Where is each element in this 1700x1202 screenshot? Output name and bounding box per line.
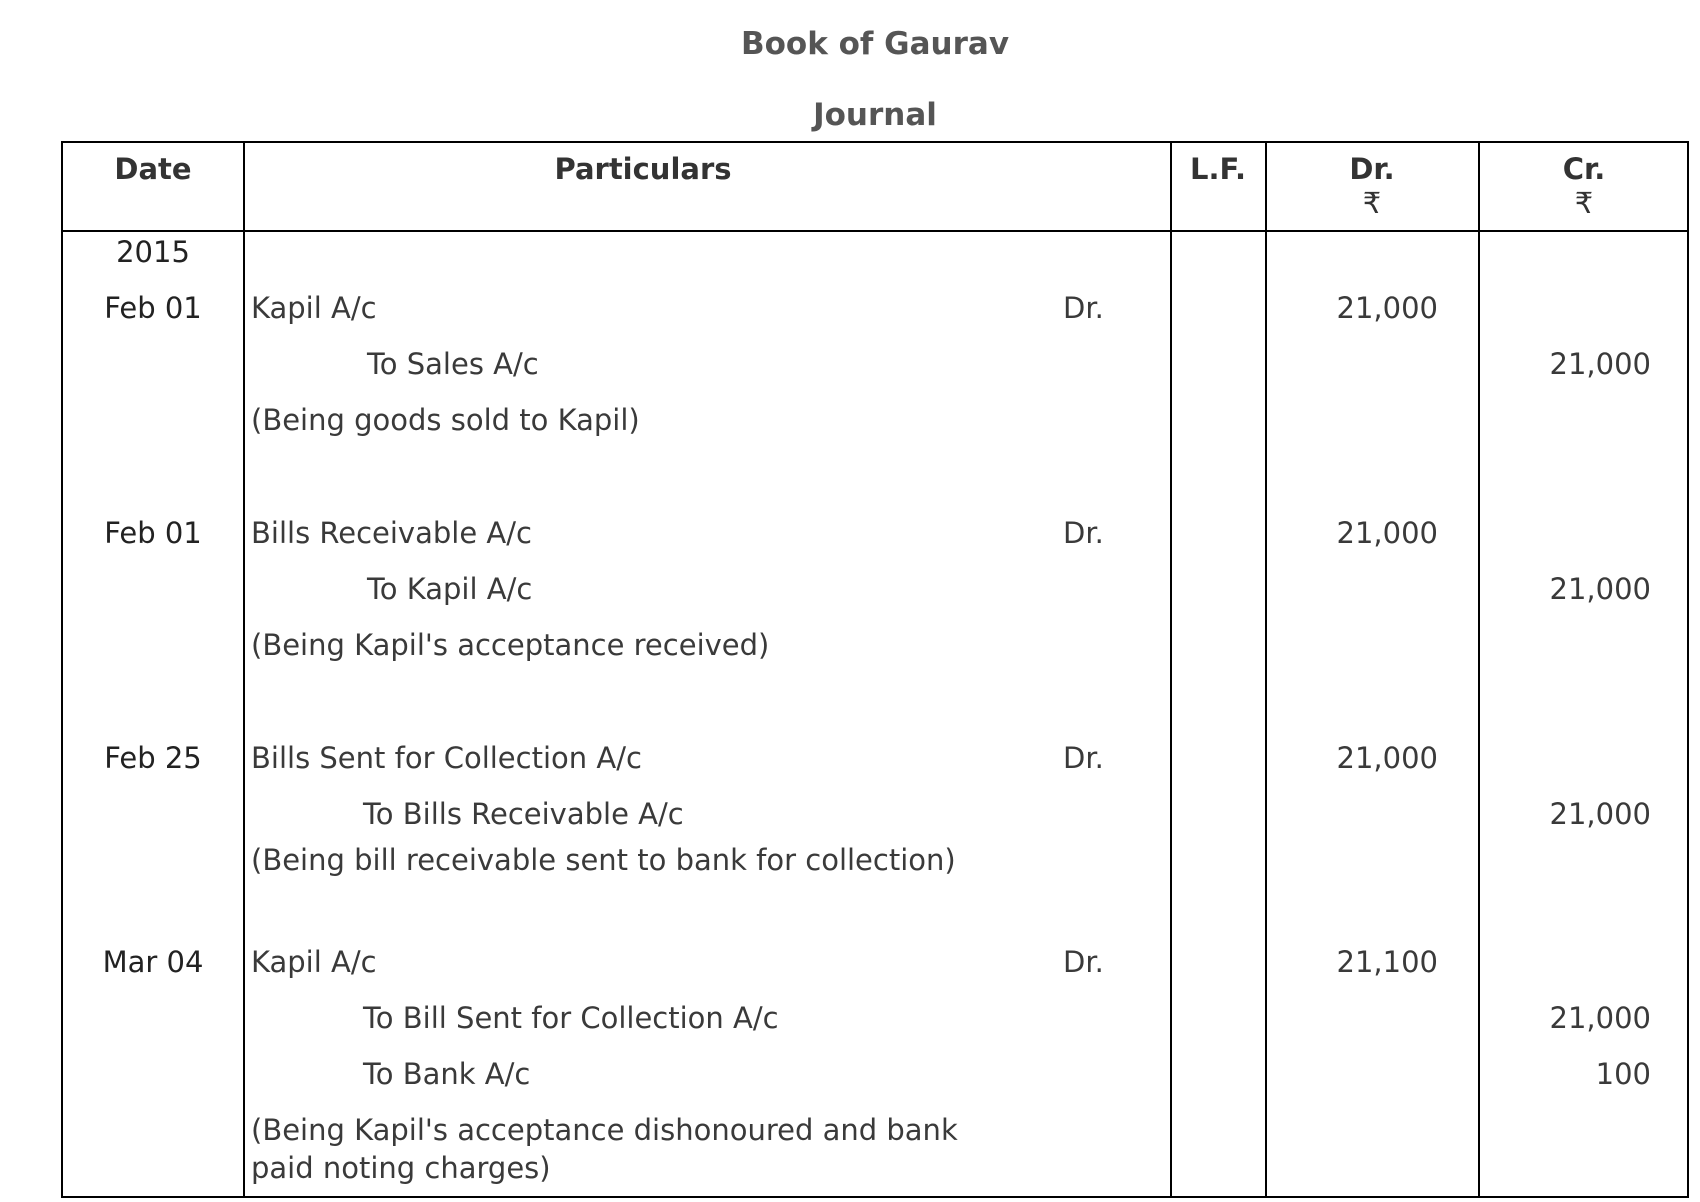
narration: (Being Kapil's acceptance received) <box>251 628 770 662</box>
credit-amount: 21,000 <box>1549 347 1651 381</box>
dr-marker: Dr. <box>1063 945 1104 979</box>
debit-account: Bills Receivable A/c <box>251 516 532 550</box>
entry-date: Feb 25 <box>104 741 202 775</box>
dr-marker: Dr. <box>1063 516 1104 550</box>
debit-amount: 21,000 <box>1336 291 1438 325</box>
rupee-symbol: ₹ <box>1362 186 1382 220</box>
narration: (Being Kapil's acceptance dishonoured and bank paid noting charges) <box>251 1113 958 1185</box>
book-title: Book of Gaurav <box>740 26 1010 62</box>
header-cr <box>1479 152 1689 220</box>
header-cr-label: Cr. <box>1562 152 1606 186</box>
col-divider <box>1478 143 1480 1196</box>
credit-amount: 21,000 <box>1549 797 1651 831</box>
col-divider <box>1170 143 1172 1196</box>
credit-amount: 100 <box>1595 1057 1651 1091</box>
debit-account: Bills Sent for Collection A/c <box>251 741 642 775</box>
rupee-symbol: ₹ <box>1574 186 1594 220</box>
dr-marker: Dr. <box>1063 291 1104 325</box>
debit-account: Kapil A/c <box>251 945 377 979</box>
credit-account: To Bill Sent for Collection A/c <box>363 1001 779 1035</box>
credit-amount: 21,000 <box>1549 1001 1651 1035</box>
narration: (Being bill receivable sent to bank for collection) <box>251 843 956 877</box>
journal-table <box>61 141 1689 1198</box>
credit-account: To Kapil A/c <box>367 572 533 606</box>
header-dr <box>1266 152 1478 220</box>
dr-marker: Dr. <box>1063 741 1104 775</box>
entry-date: Feb 01 <box>104 291 202 325</box>
journal-subtitle: Journal <box>813 97 937 133</box>
debit-amount: 21,000 <box>1336 516 1438 550</box>
entry-date: Feb 01 <box>104 516 202 550</box>
debit-account: Kapil A/c <box>251 291 377 325</box>
header-date: Date <box>114 152 192 186</box>
col-divider <box>243 143 245 1196</box>
credit-account: To Bills Receivable A/c <box>363 797 684 831</box>
credit-amount: 21,000 <box>1549 572 1651 606</box>
credit-account: To Sales A/c <box>367 347 539 381</box>
debit-amount: 21,100 <box>1336 945 1438 979</box>
header-lf: L.F. <box>1189 152 1247 186</box>
header-dr-label: Dr. <box>1349 152 1395 186</box>
narration: (Being goods sold to Kapil) <box>251 403 640 437</box>
year: 2015 <box>116 235 190 269</box>
debit-amount: 21,000 <box>1336 741 1438 775</box>
credit-account: To Bank A/c <box>363 1057 531 1091</box>
entry-date: Mar 04 <box>102 945 204 979</box>
header-divider <box>63 230 1687 232</box>
header-particulars: Particulars <box>554 152 732 186</box>
